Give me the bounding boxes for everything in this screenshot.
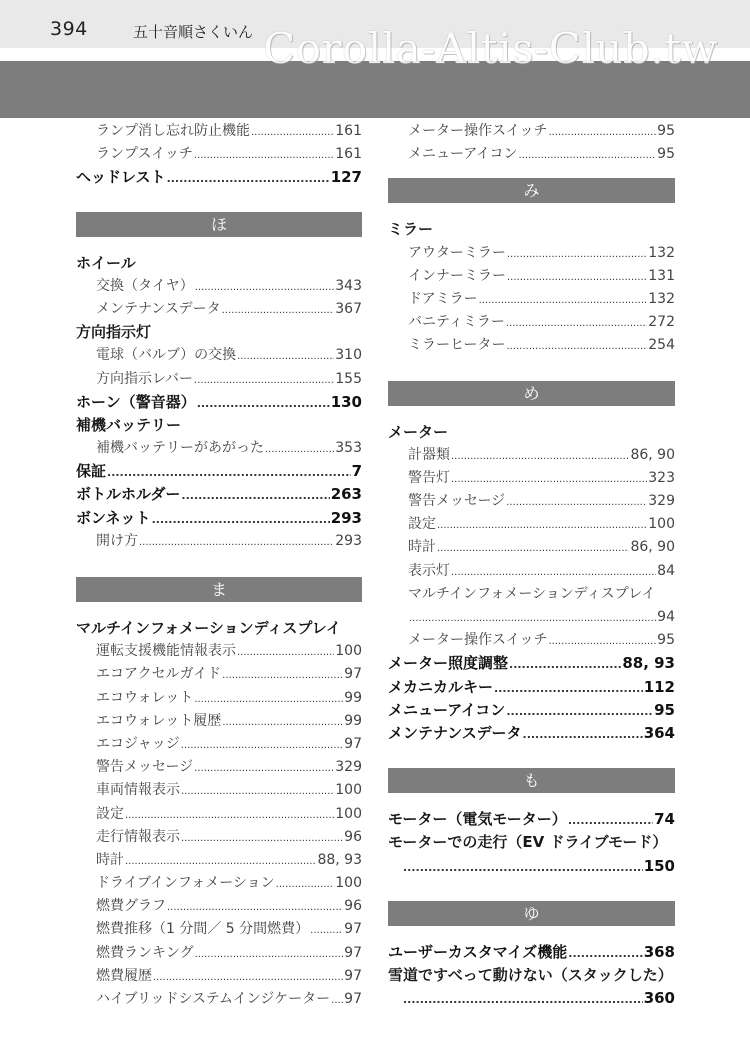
entry-label: メンテナンスデータ <box>388 723 522 742</box>
entry-label: 時計 <box>96 851 124 868</box>
entry-label: ミラーヒーター <box>408 337 506 354</box>
page-reference: 367 <box>335 300 362 317</box>
page-reference: 95 <box>657 632 675 649</box>
entry-label: ハイブリッドシステムインジケーター <box>96 991 331 1007</box>
index-heading: ホイール <box>76 253 136 272</box>
entry-label: メーター操作スイッチ <box>408 632 548 649</box>
entry-label: ランプスイッチ <box>96 146 193 163</box>
entry-label: 車両情報表示 <box>96 782 180 799</box>
index-subentry <box>76 803 362 826</box>
entry-label: 設定 <box>408 516 436 533</box>
entry-group <box>76 617 362 1011</box>
dot-leader <box>437 514 647 537</box>
page-reference: 254 <box>648 337 675 354</box>
section-header-ma: ま <box>76 577 362 602</box>
entry-label: インナーミラー <box>408 267 506 284</box>
index-subentry <box>388 536 675 559</box>
index-subentry <box>76 826 362 849</box>
section-header-mo: も <box>388 768 675 793</box>
page-title: 五十音順さくいん <box>133 23 254 41</box>
entry-label: ランプ消し忘れ防止機能 <box>96 123 250 139</box>
page-reference: 323 <box>648 469 675 486</box>
index-heading: メーター <box>388 422 449 441</box>
page-reference: 130 <box>330 392 362 411</box>
index-subentry <box>388 242 675 265</box>
page-reference: 95 <box>657 146 675 163</box>
dot-leader <box>181 734 343 757</box>
index-subentry <box>76 942 362 965</box>
index-subentry <box>76 872 362 895</box>
dot-leader <box>222 711 343 734</box>
dot-leader <box>494 677 643 700</box>
section-header-ho: ほ <box>76 212 362 237</box>
index-subentry <box>388 606 675 629</box>
dot-leader <box>265 438 334 461</box>
index-entry <box>76 483 362 506</box>
index-subentry <box>76 918 362 941</box>
index-subentry <box>388 311 675 334</box>
page-reference: 99 <box>344 689 362 706</box>
page-reference: 7 <box>351 462 362 481</box>
entry-group <box>76 252 362 553</box>
page-reference: 329 <box>335 759 362 776</box>
dot-leader <box>479 289 648 312</box>
page-reference: 161 <box>335 146 362 163</box>
entry-label: メンテナンスデータ <box>96 300 221 317</box>
entry-label: エコジャッジ <box>96 735 180 752</box>
dot-leader <box>506 491 647 514</box>
index-entry <box>388 652 675 675</box>
page-reference: 293 <box>335 532 362 549</box>
dot-leader <box>451 468 647 491</box>
index-column-right <box>388 120 675 1010</box>
index-heading: 補機バッテリー <box>76 415 182 434</box>
index-heading: マルチインフォメーションディスプレイ <box>76 619 342 637</box>
page-reference: 97 <box>344 991 362 1007</box>
dot-leader <box>194 369 334 392</box>
index-subentry <box>76 733 362 756</box>
dot-leader <box>506 312 647 335</box>
index-entry <box>388 987 675 1010</box>
entry-label: メーター照度調整 <box>388 654 509 673</box>
page-reference: 88, 93 <box>622 654 675 673</box>
index-subentry <box>388 143 675 166</box>
page-reference: 100 <box>648 516 675 533</box>
entry-label: メニューアイコン <box>388 700 506 719</box>
entry-label: ボンネット <box>76 508 151 527</box>
index-subentry <box>76 756 362 779</box>
dot-leader <box>548 121 656 144</box>
page-reference: 127 <box>330 168 362 187</box>
index-subentry <box>388 334 675 357</box>
dot-leader <box>237 345 334 368</box>
page-reference: 112 <box>643 677 675 696</box>
page-reference: 353 <box>335 440 362 457</box>
entry-label: エコウォレット <box>96 689 194 706</box>
dot-leader <box>222 664 343 687</box>
entry-label: 交換（タイヤ） <box>96 277 194 294</box>
page-reference: 329 <box>648 493 675 510</box>
page-reference: 97 <box>344 735 362 752</box>
entry-label: バニティミラー <box>408 314 505 331</box>
dot-leader <box>139 531 334 554</box>
entry-label: 運転支援機能情報表示 <box>96 643 236 660</box>
dot-leader <box>506 335 647 358</box>
page-reference: 368 <box>643 942 675 961</box>
dot-leader <box>125 850 316 873</box>
entry-label: ドライブインフォメーション <box>96 875 275 892</box>
index-subentry <box>76 275 362 298</box>
dot-leader <box>181 780 334 803</box>
entry-label: 燃費履歴 <box>96 967 152 984</box>
page-reference: 96 <box>344 898 362 915</box>
page-reference: 86, 90 <box>630 446 675 463</box>
entry-label: 開け方 <box>96 532 138 549</box>
page-reference: 94 <box>657 609 675 625</box>
page-reference: 161 <box>335 123 362 139</box>
dot-leader <box>107 461 351 484</box>
page-reference: 360 <box>643 989 675 1008</box>
dot-leader <box>518 144 656 167</box>
page-reference: 132 <box>648 244 675 261</box>
dot-leader <box>181 827 343 850</box>
index-subentry <box>76 965 362 988</box>
index-entry <box>76 507 362 530</box>
section-header-me: め <box>388 381 675 406</box>
page-reference: 310 <box>335 347 362 364</box>
entry-label: ホーン（警音器） <box>76 392 196 411</box>
dot-leader <box>251 121 334 144</box>
entry-label: ドアミラー <box>408 290 478 307</box>
entry-label: メニューアイコン <box>408 146 518 163</box>
page-reference: 155 <box>335 370 362 387</box>
dot-leader <box>167 167 330 190</box>
dot-leader <box>507 243 647 266</box>
index-subentry <box>76 849 362 872</box>
entry-label: 警告メッセージ <box>408 493 506 510</box>
page-reference: 132 <box>648 290 675 307</box>
dot-leader <box>403 856 643 879</box>
entry-label: メーター操作スイッチ <box>408 123 548 139</box>
entry-label: 走行情報表示 <box>96 828 180 845</box>
index-entry <box>388 676 675 699</box>
dot-leader <box>194 757 334 780</box>
page-reference: 364 <box>643 723 675 742</box>
entry-label: ボトルホルダー <box>76 485 181 504</box>
index-entry <box>388 699 675 722</box>
dot-leader <box>568 809 653 832</box>
entry-group <box>388 421 675 746</box>
page-reference: 86, 90 <box>630 539 675 556</box>
index-subentry <box>76 437 362 460</box>
index-subentry <box>388 560 675 583</box>
index-subentry <box>388 629 675 652</box>
entry-label: 表示灯 <box>408 562 450 579</box>
page-reference: 100 <box>335 782 362 799</box>
page-reference: 150 <box>643 856 675 875</box>
section-header-yu: ゆ <box>388 901 675 926</box>
index-subentry <box>388 288 675 311</box>
dot-leader <box>548 630 656 653</box>
index-subentry <box>388 265 675 288</box>
entry-label: メカニカルキー <box>388 677 494 696</box>
entry-group <box>76 120 362 190</box>
page-reference: 97 <box>344 921 362 938</box>
page-reference: 272 <box>648 314 675 331</box>
page-reference: 343 <box>335 277 362 294</box>
dot-leader <box>568 942 642 965</box>
page-reference: 96 <box>344 828 362 845</box>
dot-leader <box>195 943 344 966</box>
dot-leader <box>409 607 656 630</box>
entry-label: エコウォレット履歴 <box>96 712 222 729</box>
dot-leader <box>153 966 343 989</box>
entry-label: 電球（バルブ）の交換 <box>96 347 237 364</box>
dot-leader <box>451 561 656 584</box>
entry-label: 補機バッテリーがあがった <box>96 440 264 457</box>
index-heading: モーターでの走行（EV ドライブモード） <box>388 833 668 852</box>
page-reference: 95 <box>654 700 675 719</box>
index-heading: 雪道ですべって動けない（スタックした） <box>388 965 673 984</box>
index-subentry <box>388 444 675 467</box>
page-reference: 97 <box>344 967 362 984</box>
index-column-left <box>76 120 362 1011</box>
section-header-mi: み <box>388 178 675 203</box>
dot-leader <box>194 144 334 167</box>
index-subentry <box>76 687 362 710</box>
index-subentry <box>76 120 362 143</box>
page-reference: 99 <box>344 712 362 729</box>
dot-leader <box>451 445 629 468</box>
entry-label: 警告灯 <box>408 469 450 486</box>
index-subentry <box>76 710 362 733</box>
index-subentry <box>76 368 362 391</box>
dot-leader <box>195 276 335 299</box>
index-subentry <box>388 120 675 143</box>
entry-label: 方向指示レバー <box>96 370 194 387</box>
entry-group <box>388 808 675 878</box>
entry-label: エコアクセルガイド <box>96 666 222 683</box>
index-entry <box>388 808 675 831</box>
entry-label: 警告メッセージ <box>96 759 194 776</box>
dot-leader <box>403 988 643 1011</box>
dot-leader <box>197 392 330 415</box>
dot-leader <box>194 688 343 711</box>
entry-label: 設定 <box>96 805 124 822</box>
dot-leader <box>125 804 334 827</box>
dot-leader <box>506 700 653 723</box>
entry-group <box>388 120 675 166</box>
page-reference: 263 <box>330 485 362 504</box>
entry-label: ユーザーカスタマイズ機能 <box>388 942 568 961</box>
index-subentry <box>76 530 362 553</box>
index-entry <box>388 941 675 964</box>
page-reference: 100 <box>335 643 362 660</box>
index-subentry <box>76 640 362 663</box>
entry-label: 時計 <box>408 539 436 556</box>
index-subentry <box>76 988 362 1011</box>
index-subentry <box>76 143 362 166</box>
page-reference: 293 <box>330 508 362 527</box>
index-entry <box>388 855 675 878</box>
watermark: Corolla-Altis-Club.tw <box>263 24 718 73</box>
entry-label: 燃費グラフ <box>96 898 166 915</box>
dot-leader <box>507 266 647 289</box>
dot-leader <box>310 919 343 942</box>
index-subentry <box>76 663 362 686</box>
page-reference: 84 <box>657 562 675 579</box>
index-subentry <box>76 895 362 918</box>
entry-group <box>388 941 675 1011</box>
dot-leader <box>523 723 643 746</box>
index-subentry <box>388 467 675 490</box>
dot-leader <box>509 653 621 676</box>
page-reference: 97 <box>344 666 362 683</box>
entry-group <box>388 218 675 357</box>
index-subentry <box>388 490 675 513</box>
dot-leader <box>152 508 330 531</box>
page-reference: 100 <box>335 875 362 892</box>
dot-leader <box>167 896 343 919</box>
index-entry <box>76 460 362 483</box>
dot-leader <box>437 537 629 560</box>
page-number: 394 <box>50 18 88 40</box>
entry-label: 計器類 <box>408 446 450 463</box>
entry-label: アウターミラー <box>408 244 506 261</box>
dot-leader <box>331 989 343 1012</box>
entry-label: モーター（電気モーター） <box>388 810 567 829</box>
index-subentry <box>76 344 362 367</box>
index-entry <box>76 166 362 189</box>
index-entry <box>76 391 362 414</box>
dot-leader <box>237 641 334 664</box>
dot-leader <box>181 484 329 507</box>
index-subentry <box>388 513 675 536</box>
index-subentry <box>76 298 362 321</box>
page-reference: 95 <box>657 123 675 139</box>
index-subentry-label: マルチインフォメーションディスプレイ <box>408 585 656 602</box>
index-heading: ミラー <box>388 220 434 239</box>
index-subentry <box>76 779 362 802</box>
page-reference: 88, 93 <box>317 851 362 868</box>
page-reference: 97 <box>344 944 362 961</box>
index-entry <box>388 722 675 745</box>
index-heading: 方向指示灯 <box>76 323 152 342</box>
dot-leader <box>222 299 335 322</box>
entry-label: 燃費推移（1 分間／ 5 分間燃費） <box>96 921 310 938</box>
entry-label: ヘッドレスト <box>76 168 166 187</box>
page-reference: 100 <box>335 805 362 822</box>
dot-leader <box>276 873 335 896</box>
entry-label: 燃費ランキング <box>96 944 194 961</box>
page-reference: 74 <box>654 810 675 829</box>
entry-label: 保証 <box>76 462 107 481</box>
page-reference: 131 <box>648 267 675 284</box>
